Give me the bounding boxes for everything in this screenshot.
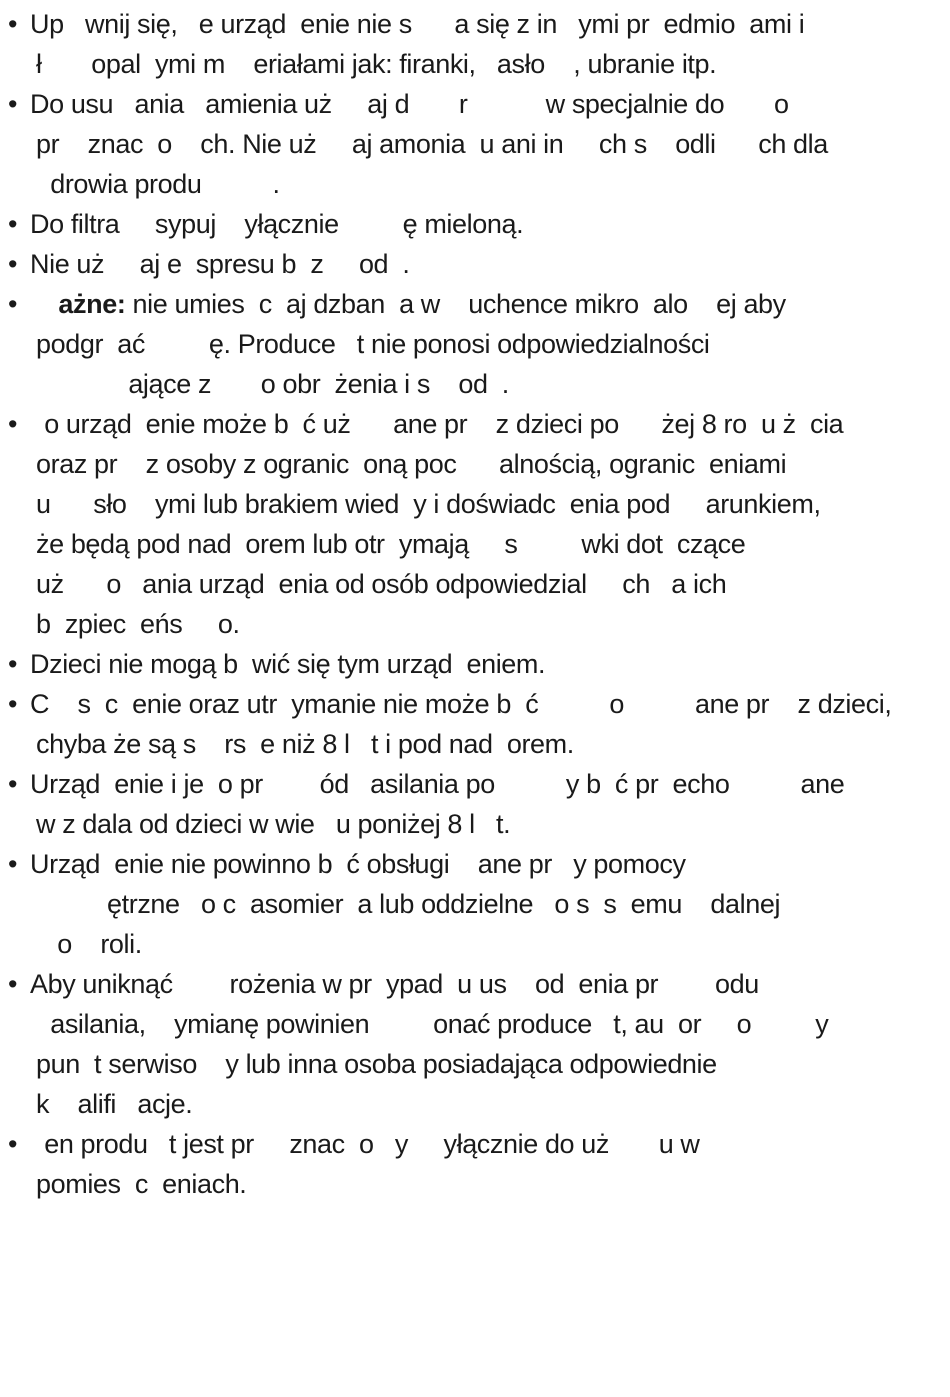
- list-item-text: [30, 404, 948, 644]
- list-item-text: [30, 764, 948, 844]
- text-line: Urząd enie nie powinno b ć obsługi ane pr y pomocy: [30, 849, 686, 879]
- text-line: pomies c eniach.: [36, 1169, 247, 1199]
- bullet-icon: •: [8, 9, 18, 39]
- text-line: en produ t jest pr znac o y yłącznie do uż u w: [30, 1129, 700, 1159]
- text-line: Aby uniknąć rożenia w pr ypad u us od enia pr odu: [30, 969, 759, 999]
- text-line: oraz pr z osoby z ogranic oną poc alnością, ogranic eniami: [36, 449, 787, 479]
- text-line: Dzieci nie mogą b wić się tym urząd eniem.: [30, 649, 546, 679]
- list-item: [8, 1124, 948, 1204]
- bullet-icon: •: [8, 769, 18, 799]
- bullet-icon: •: [8, 649, 18, 679]
- text-line: asilania, ymianę powinien onać produce t, au or o y: [36, 1009, 829, 1039]
- list-item: [8, 4, 948, 84]
- bullet-icon: •: [8, 249, 18, 279]
- text-line: u sło ymi lub brakiem wied y i doświadc enia pod arunkiem,: [36, 489, 821, 519]
- text-line: pr znac o ch. Nie uż aj amonia u ani in ch s odli ch dla: [36, 129, 828, 159]
- text-line: drowia produ .: [36, 169, 280, 199]
- text-line: pun t serwiso y lub inna osoba posiadająca odpowiednie: [36, 1049, 717, 1079]
- text-line: Do filtra sypuj yłącznie ę mieloną.: [30, 209, 524, 239]
- text-line: Urząd enie i je o pr ód asilania po y b ć pr echo ane: [30, 769, 845, 799]
- list-item: [8, 244, 948, 284]
- text-line: o roli.: [36, 929, 142, 959]
- text-line: [30, 284, 948, 324]
- text-line: ętrzne o c asomier a lub oddzielne o s s emu dalnej: [36, 889, 781, 919]
- list-item-text: [30, 844, 948, 964]
- text-line: uż o ania urząd enia od osób odpowiedzial ch a ich: [36, 569, 727, 599]
- text-line: Up wnij się, e urząd enie nie s a się z in ymi pr edmio ami i: [30, 9, 805, 39]
- warning-label: ażne:: [30, 289, 126, 319]
- text-line: b zpiec eńs o.: [36, 609, 240, 639]
- list-item-text: [30, 684, 948, 764]
- list-item: [8, 204, 948, 244]
- text-line: o urząd enie może b ć uż ane pr z dzieci po żej 8 ro u ż cia: [30, 409, 844, 439]
- list-item: [8, 284, 948, 404]
- text-line: ł opal ymi m eriałami jak: firanki, asło , ubranie itp.: [36, 49, 717, 79]
- text-line: Nie uż aj e spresu b z od .: [30, 249, 410, 279]
- list-item: [8, 964, 948, 1124]
- list-item-text: [30, 4, 948, 84]
- list-item: [8, 404, 948, 644]
- list-item-text: [30, 1124, 948, 1204]
- text-line: ające z o obr żenia i s od .: [36, 369, 509, 399]
- list-item-text: [30, 244, 948, 284]
- bullet-icon: •: [8, 969, 18, 999]
- bullet-icon: •: [8, 209, 18, 239]
- bullet-icon: •: [8, 849, 18, 879]
- text-line: podgr ać ę. Produce t nie ponosi odpowiedzialności: [36, 329, 710, 359]
- text-line: w z dala od dzieci w wie u poniżej 8 l t.: [36, 809, 511, 839]
- text-line: Do usu ania amienia uż aj d r w specjalnie do o: [30, 89, 789, 119]
- list-item-text: [30, 644, 948, 684]
- warning-text: nie umies c aj dzban a w uchence mikro alo ej aby: [125, 289, 786, 319]
- bullet-icon: •: [8, 289, 18, 319]
- bullet-icon: •: [8, 409, 18, 439]
- list-item-text: [30, 204, 948, 244]
- bullet-icon: •: [8, 1129, 18, 1159]
- list-item: [8, 844, 948, 964]
- text-line: chyba że są s rs e niż 8 l t i pod nad orem.: [36, 729, 574, 759]
- list-item: [8, 644, 948, 684]
- instruction-document: [8, 4, 948, 1204]
- list-item-text: [30, 284, 948, 404]
- list-item: [8, 684, 948, 764]
- list-item-text: [30, 84, 948, 204]
- text-line: k alifi acje.: [36, 1089, 193, 1119]
- list-item: [8, 84, 948, 204]
- list-item-text: [30, 964, 948, 1124]
- text-line: że będą pod nad orem lub otr ymają s wki dot czące: [36, 529, 746, 559]
- list-item: [8, 764, 948, 844]
- text-line: C s c enie oraz utr ymanie nie może b ć o ane pr z dzieci,: [30, 689, 892, 719]
- bullet-icon: •: [8, 89, 18, 119]
- bullet-icon: •: [8, 689, 18, 719]
